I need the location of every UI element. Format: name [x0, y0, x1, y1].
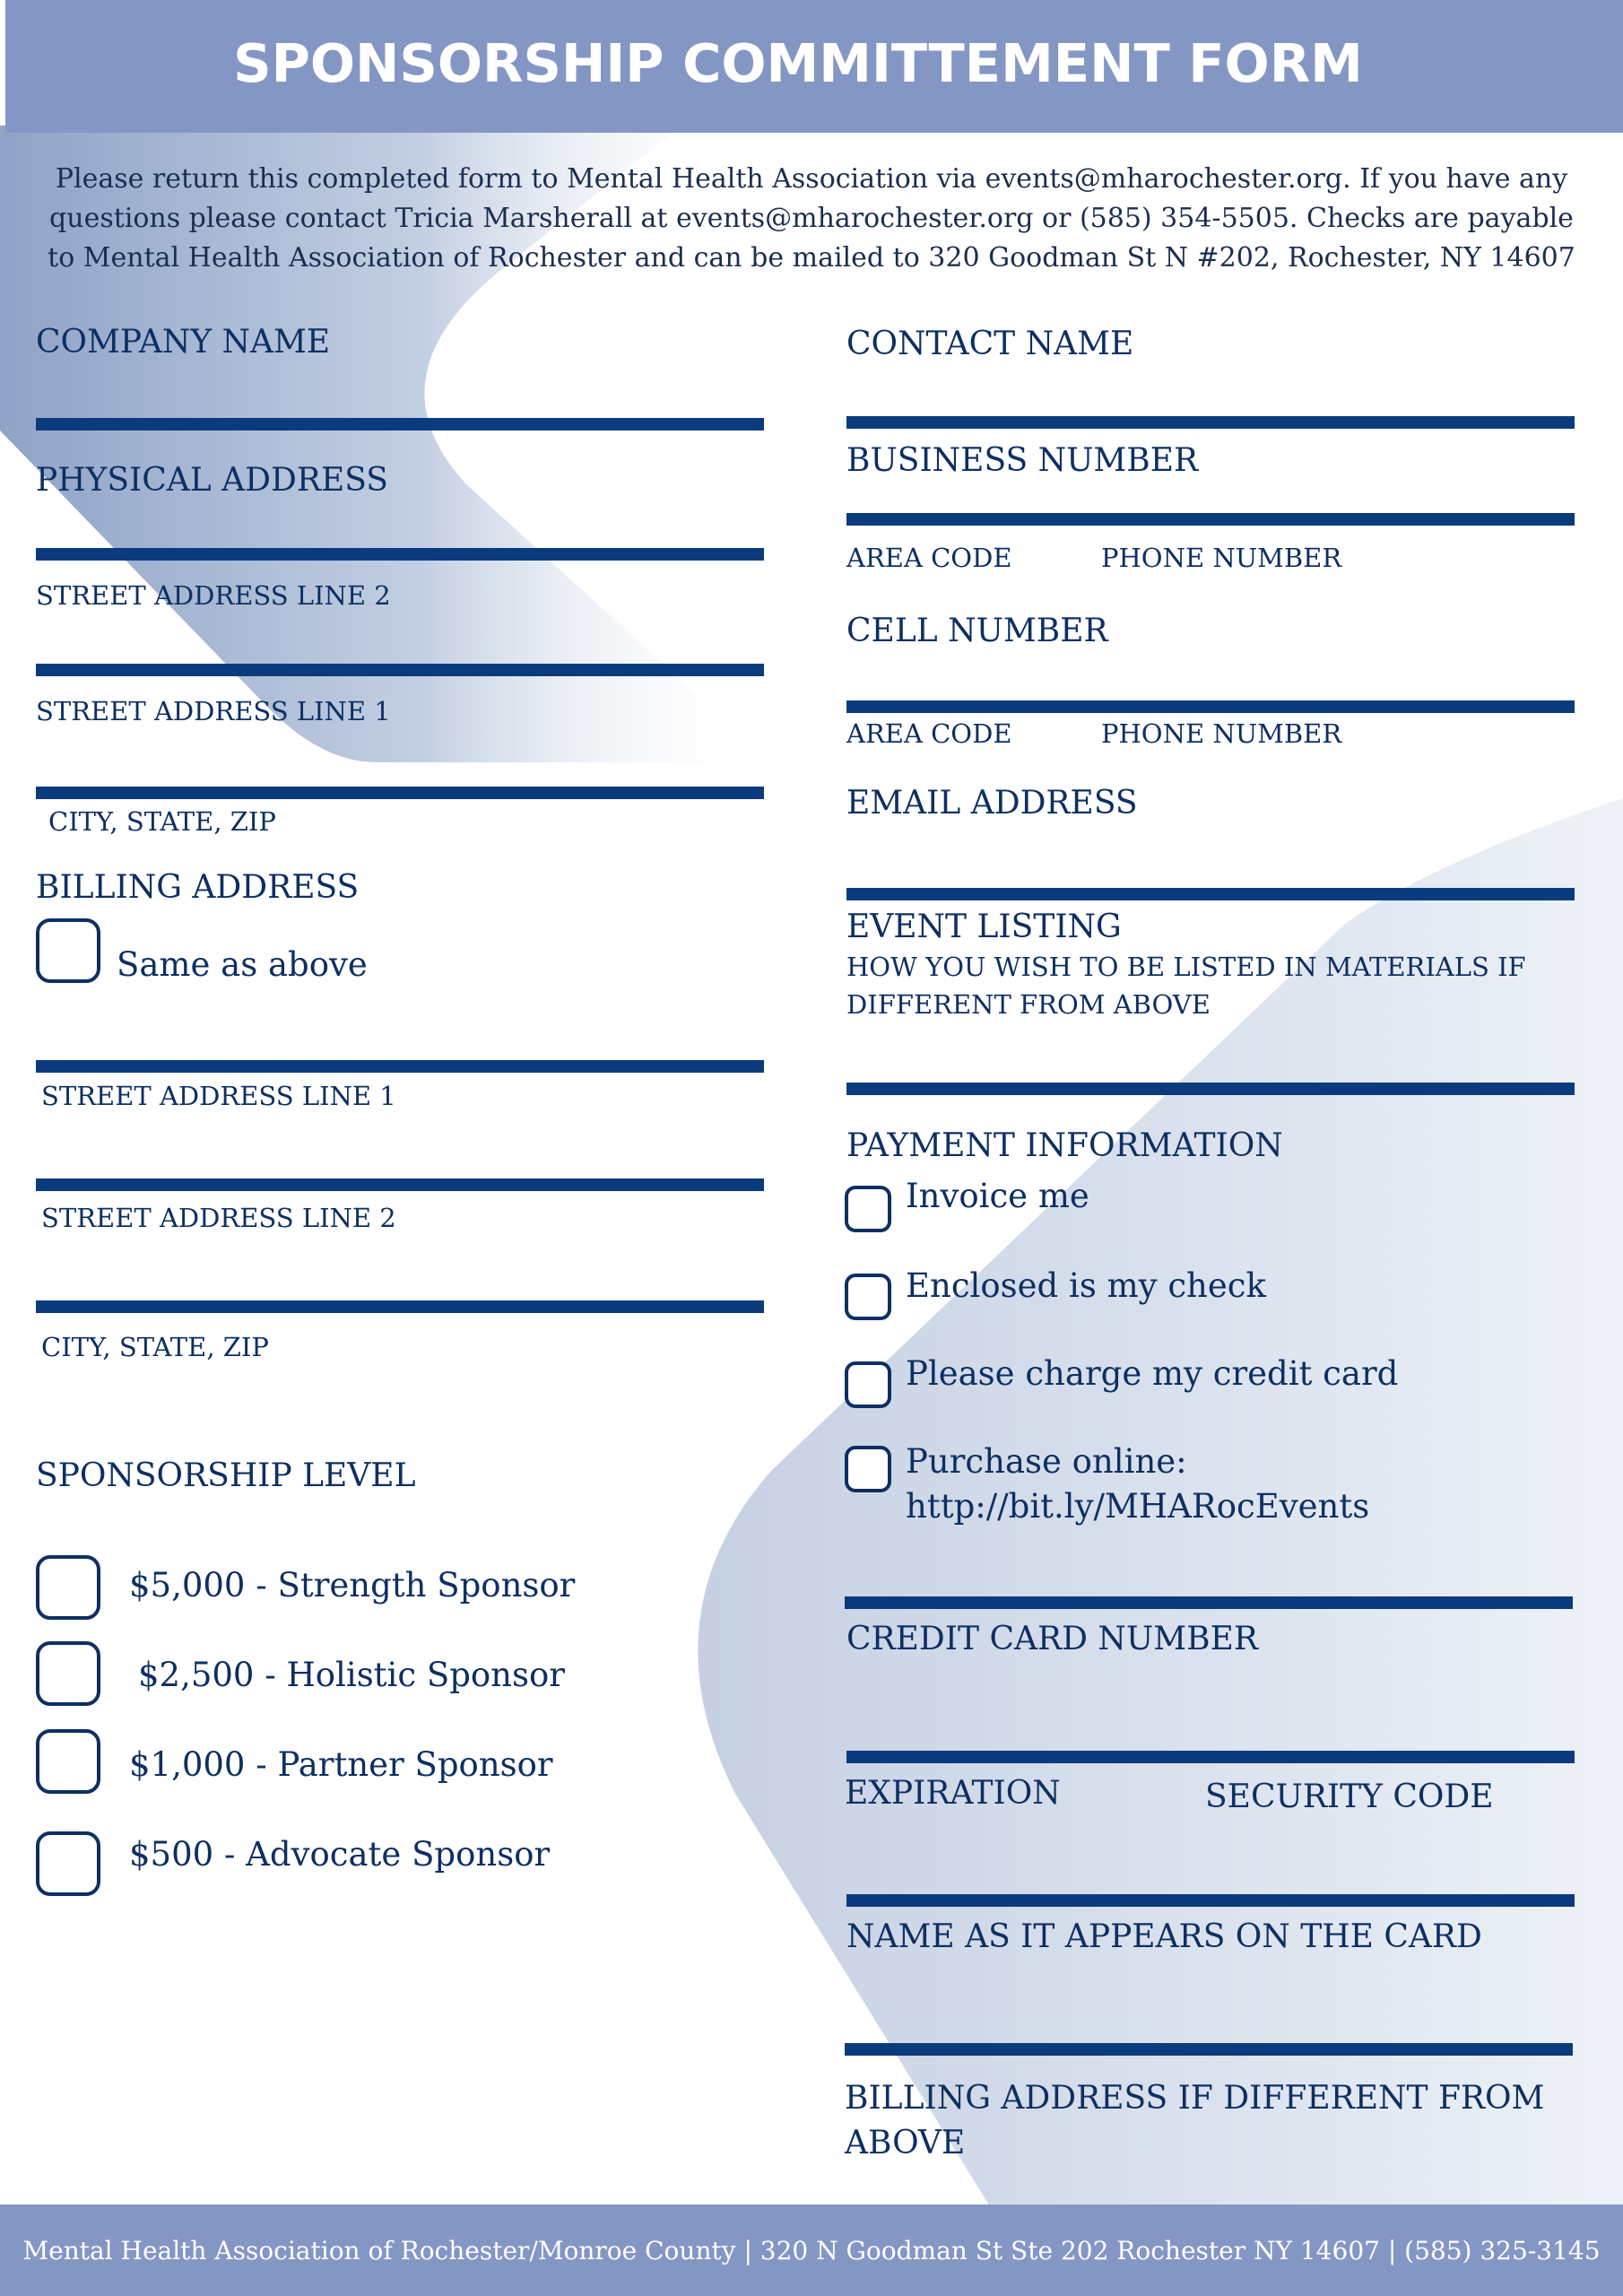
contact-name-field[interactable]: [846, 416, 1575, 429]
intro-instructions: Please return this completed form to Mental Health Association via events@mharochester.org. If you have any questions please contact Tricia Marsherall at events@mharochester.org or (585) 354-5505. Checks are payable to Mental Health Association of Rochester and can be mailed to 320 Goodman St N #202, Rochester, NY 14607: [48, 163, 1575, 274]
payment-information-label: PAYMENT INFORMATION: [846, 1127, 1283, 1164]
physical-address-field[interactable]: [36, 548, 764, 561]
level-strength-checkbox[interactable]: [36, 1555, 100, 1620]
business-phone-number-label: PHONE NUMBER: [1101, 543, 1342, 573]
level-partner-checkbox[interactable]: [36, 1729, 100, 1794]
event-listing-note-line-2: DIFFERENT FROM ABOVE: [846, 989, 1211, 1020]
email-address-field[interactable]: [846, 888, 1575, 900]
contact-name-label: CONTACT NAME: [846, 326, 1134, 362]
billing-address-label: BILLING ADDRESS: [36, 869, 360, 906]
level-strength-label: $5,000 - Strength Sponsor: [129, 1566, 576, 1605]
cell-area-code-label: AREA CODE: [846, 718, 1012, 749]
expiration-label: EXPIRATION: [845, 1775, 1061, 1812]
billing-if-different-label-line-2: ABOVE: [845, 2125, 966, 2161]
billing-street-line-1-label: STREET ADDRESS LINE 1: [41, 1081, 396, 1111]
level-advocate-label: $500 - Advocate Sponsor: [129, 1835, 551, 1874]
billing-street-line-2-field[interactable]: [36, 1178, 764, 1191]
sponsorship-level-label: SPONSORSHIP LEVEL: [36, 1457, 416, 1494]
footer-contact-info: Mental Health Association of Rochester/Monroe County | 320 N Goodman St Ste 202 Rochester NY 14607 | (585) 325-3145: [22, 2235, 1601, 2266]
street-line-2-top-label: STREET ADDRESS LINE 2: [36, 580, 391, 611]
billing-street-line-1-field[interactable]: [36, 1060, 764, 1073]
cell-number-label: CELL NUMBER: [846, 613, 1108, 649]
physical-address-label: PHYSICAL ADDRESS: [36, 462, 388, 499]
credit-card-number-label: CREDIT CARD NUMBER: [846, 1621, 1258, 1657]
payment-divider-line: [845, 1596, 1573, 1609]
name-on-card-field[interactable]: [845, 2043, 1573, 2056]
street-line-2-top-field[interactable]: [36, 664, 764, 676]
city-state-zip-top-label: CITY, STATE, ZIP: [48, 806, 276, 837]
form-title: SPONSORSHIP COMMITTEMENT FORM: [233, 31, 1363, 94]
company-name-field[interactable]: [36, 418, 764, 430]
level-partner-label: $1,000 - Partner Sponsor: [129, 1745, 553, 1784]
invoice-me-label: Invoice me: [906, 1177, 1089, 1215]
company-name-label: COMPANY NAME: [36, 324, 331, 361]
email-address-label: EMAIL ADDRESS: [846, 785, 1138, 822]
purchase-online-label: Purchase online:: [906, 1442, 1187, 1481]
same-as-above-label: Same as above: [117, 945, 368, 984]
street-line-1-top-label: STREET ADDRESS LINE 1: [36, 696, 391, 726]
purchase-online-link[interactable]: http://bit.ly/MHARocEvents: [906, 1487, 1370, 1526]
event-listing-field[interactable]: [846, 1083, 1575, 1095]
billing-street-line-2-label: STREET ADDRESS LINE 2: [41, 1203, 396, 1233]
cell-phone-number-label: PHONE NUMBER: [1101, 718, 1342, 749]
billing-city-state-zip-field[interactable]: [36, 1300, 764, 1313]
billing-if-different-label-line-1: BILLING ADDRESS IF DIFFERENT FROM: [845, 2080, 1545, 2117]
business-number-label: BUSINESS NUMBER: [846, 442, 1199, 479]
cell-number-field[interactable]: [846, 700, 1575, 713]
event-listing-label: EVENT LISTING: [846, 909, 1122, 945]
level-holistic-label: $2,500 - Holistic Sponsor: [138, 1656, 565, 1694]
expiration-security-field[interactable]: [846, 1894, 1575, 1907]
billing-city-state-zip-label: CITY, STATE, ZIP: [41, 1332, 269, 1362]
business-area-code-label: AREA CODE: [846, 543, 1012, 573]
business-number-field[interactable]: [846, 513, 1575, 526]
charge-credit-card-label: Please charge my credit card: [906, 1354, 1399, 1393]
street-line-1-top-field[interactable]: [36, 787, 764, 799]
charge-credit-card-checkbox[interactable]: [845, 1361, 891, 1408]
level-advocate-checkbox[interactable]: [36, 1831, 100, 1896]
enclosed-check-label: Enclosed is my check: [906, 1266, 1266, 1305]
credit-card-number-field[interactable]: [846, 1751, 1575, 1763]
purchase-online-checkbox[interactable]: [845, 1446, 891, 1492]
event-listing-note-line-1: HOW YOU WISH TO BE LISTED IN MATERIALS IF: [846, 952, 1526, 982]
name-on-card-label: NAME AS IT APPEARS ON THE CARD: [846, 1918, 1482, 1955]
same-as-above-checkbox[interactable]: [36, 918, 100, 983]
level-holistic-checkbox[interactable]: [36, 1641, 100, 1706]
enclosed-check-checkbox[interactable]: [845, 1274, 891, 1320]
invoice-me-checkbox[interactable]: [845, 1186, 891, 1232]
security-code-label: SECURITY CODE: [1205, 1779, 1494, 1815]
